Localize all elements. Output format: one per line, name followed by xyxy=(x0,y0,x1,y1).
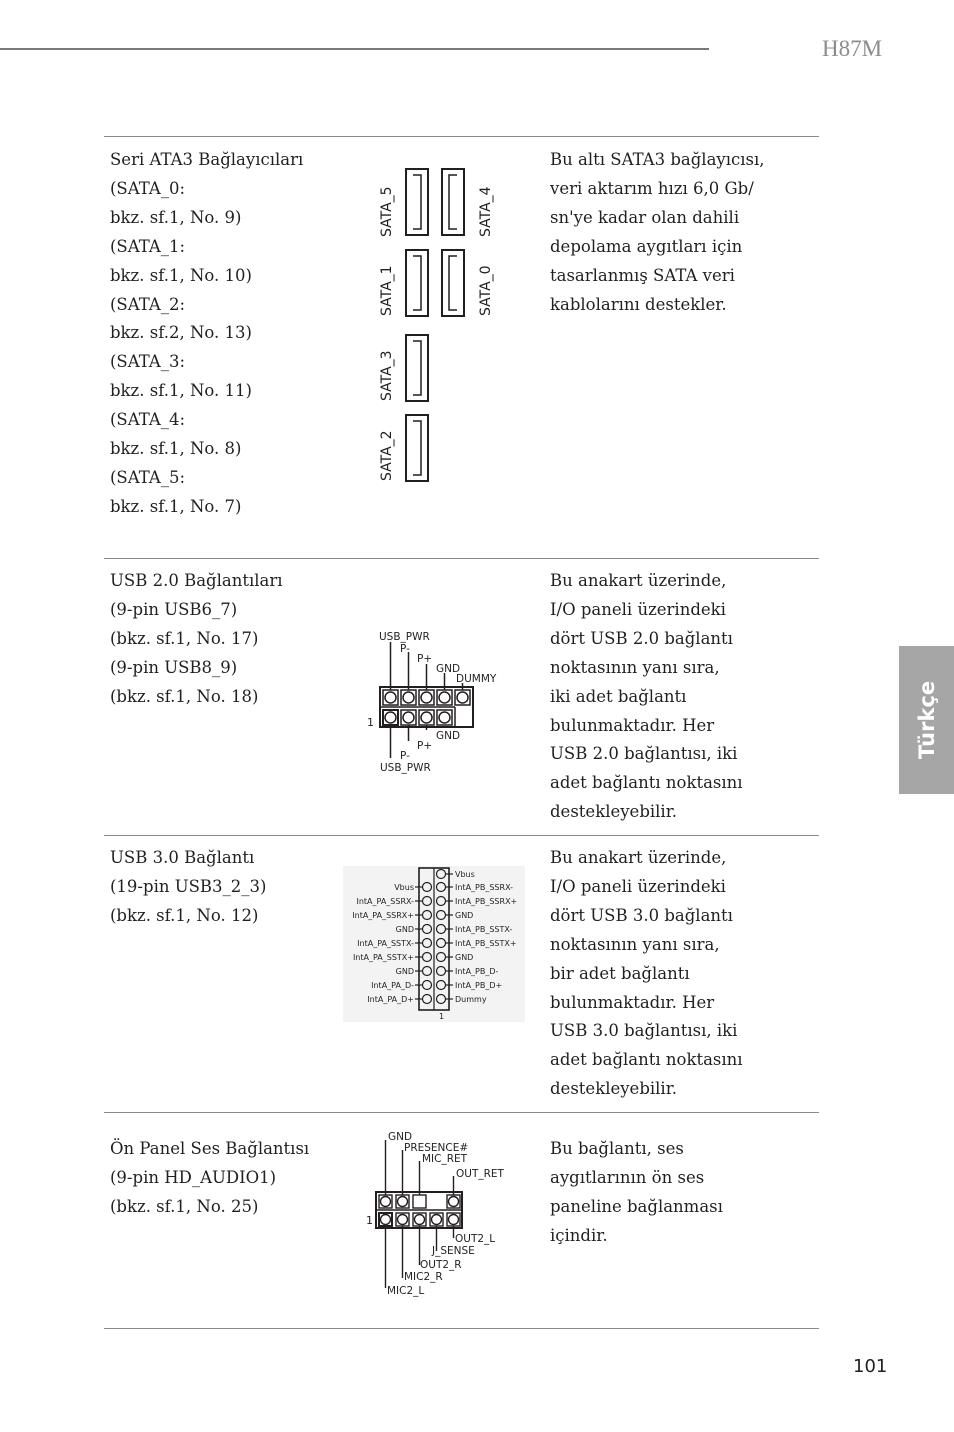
text-line: dört USB 2.0 bağlantı xyxy=(550,628,733,648)
pin-label-right: Vbus xyxy=(455,870,475,879)
text-line: bkz. sf.1, No. 7) xyxy=(110,496,242,516)
text-line: (bkz. sf.1, No. 18) xyxy=(110,686,259,706)
pin-label-left: Vbus xyxy=(394,883,414,892)
sata3-label: SATA_3 xyxy=(379,350,395,401)
text-line: USB 3.0 Bağlantı xyxy=(110,848,255,867)
hd-audio-header-diagram xyxy=(364,1128,509,1298)
sata1-connector xyxy=(406,250,428,316)
text-line: adet bağlantı noktasını xyxy=(550,773,743,793)
text-line: paneline bağlanması xyxy=(550,1196,723,1216)
language-tab-label: Türkçe xyxy=(914,680,939,760)
sata1-label: SATA_1 xyxy=(379,265,395,316)
row-divider xyxy=(104,558,819,559)
text-line: USB 3.0 bağlantısı, iki xyxy=(550,1021,738,1041)
row-divider xyxy=(104,1112,819,1113)
text-line: (bkz. sf.1, No. 25) xyxy=(110,1196,259,1216)
out-ret-label: OUT_RET xyxy=(456,1168,504,1180)
text-line: noktasının yanı sıra, xyxy=(550,657,720,677)
text-line: (SATA_1: xyxy=(110,236,186,256)
usb2-description-left xyxy=(110,567,283,712)
text-line: (SATA_2: xyxy=(110,294,186,314)
text-line: aygıtlarının ön ses xyxy=(550,1167,705,1187)
text-line: bir adet bağlantı xyxy=(550,963,690,983)
text-line: sn'ye kadar olan dahili xyxy=(550,207,740,227)
text-line: bkz. sf.1, No. 10) xyxy=(110,265,252,285)
text-line: I/O paneli üzerindeki xyxy=(550,599,726,619)
text-line: adet bağlantı noktasını xyxy=(550,1050,743,1070)
gnd-bottom-label: GND xyxy=(436,730,461,742)
text-line: bulunmaktadır. Her xyxy=(550,992,715,1012)
text-line: (9-pin USB8_9) xyxy=(110,657,238,677)
sata2-connector xyxy=(406,415,428,481)
pin1-label: 1 xyxy=(366,1214,373,1227)
text-line: (9-pin HD_AUDIO1) xyxy=(110,1167,277,1187)
row-divider xyxy=(104,136,819,137)
out2-r-label: OUT2_R xyxy=(420,1259,462,1271)
pin-label-right: GND xyxy=(455,953,474,962)
text-line: dört USB 3.0 bağlantı xyxy=(550,905,733,925)
pin-label-left: IntA_PA_SSRX+ xyxy=(352,911,414,920)
text-line: (SATA_4: xyxy=(110,410,186,430)
text-line: (bkz. sf.1, No. 17) xyxy=(110,628,259,648)
p-plus-top-label: P+ xyxy=(417,653,433,665)
pin-label-right: GND xyxy=(455,911,474,920)
usb3-header-diagram xyxy=(343,866,525,1022)
usb-pwr-top-label: USB_PWR xyxy=(379,631,430,643)
text-line: Bu anakart üzerinde, xyxy=(550,848,727,867)
mic-ret-label: MIC_RET xyxy=(422,1153,468,1165)
text-line: (SATA_3: xyxy=(110,352,186,372)
row-divider xyxy=(104,835,819,836)
text-line: (bkz. sf.1, No. 12) xyxy=(110,905,259,925)
usb3-description-right xyxy=(550,844,743,1104)
text-line: (9-pin USB6_7) xyxy=(110,599,238,619)
pin-label-right: IntA_PB_SSTX- xyxy=(455,925,513,934)
sata-description-left xyxy=(110,146,303,522)
text-line: destekleyebilir. xyxy=(550,802,678,822)
sata-description-right xyxy=(550,146,765,319)
pin-label-left: IntA_PA_SSTX+ xyxy=(352,953,414,962)
pin-label-right: Dummy xyxy=(455,995,487,1004)
presence-label: PRESENCE# xyxy=(404,1142,469,1154)
sata5-connector xyxy=(406,169,428,235)
pin-label-left: IntA_PA_D- xyxy=(371,981,414,990)
pin-label-left: GND xyxy=(395,925,414,934)
pin-label-right: IntA_PB_SSRX- xyxy=(455,883,514,892)
usb2-header-diagram xyxy=(364,628,509,776)
out2-l-label: OUT2_L xyxy=(455,1233,496,1245)
pin-label-right: IntA_PB_D- xyxy=(455,967,499,976)
pin-label-left: GND xyxy=(395,967,414,976)
p-plus-bottom-label: P+ xyxy=(417,740,433,752)
mic2-l-label: MIC2_L xyxy=(387,1285,425,1297)
text-line: içindir. xyxy=(550,1225,608,1245)
pin1-label: 1 xyxy=(367,716,374,729)
usb-pwr-bottom-label: USB_PWR xyxy=(380,762,431,774)
text-line: I/O paneli üzerindeki xyxy=(550,876,726,896)
p-minus-top-label: P- xyxy=(400,643,410,655)
text-line: bkz. sf.1, No. 8) xyxy=(110,439,242,459)
language-tab xyxy=(899,646,954,794)
text-line: (SATA_0: xyxy=(110,178,186,198)
audio-gnd-label: GND xyxy=(388,1131,413,1143)
text-line: (19-pin USB3_2_3) xyxy=(110,876,267,896)
text-line: tasarlanmış SATA veri xyxy=(550,265,735,285)
text-line: (SATA_5: xyxy=(110,467,186,487)
text-line: iki adet bağlantı xyxy=(550,686,687,706)
text-line: Ön Panel Ses Bağlantısı xyxy=(110,1139,310,1158)
gnd-top-label: GND xyxy=(436,663,461,675)
pin-label-right: IntA_PB_SSTX+ xyxy=(455,939,517,948)
sata4-connector xyxy=(442,169,464,235)
mic2-r-label: MIC2_R xyxy=(404,1271,443,1283)
text-line: veri aktarım hızı 6,0 Gb/ xyxy=(550,178,754,198)
text-line: kablolarını destekler. xyxy=(550,294,727,314)
text-line: depolama aygıtları için xyxy=(550,236,743,256)
usb3-description-left xyxy=(110,844,266,931)
page-number: 101 xyxy=(853,1356,888,1377)
pin-label-right: IntA_PB_D+ xyxy=(455,981,503,990)
text-line: Seri ATA3 Bağlayıcıları xyxy=(110,150,304,169)
text-line: bkz. sf.2, No. 13) xyxy=(110,323,252,343)
sata2-label: SATA_2 xyxy=(379,430,395,481)
sata5-label: SATA_5 xyxy=(379,186,395,237)
sata-connector-diagram xyxy=(368,165,508,490)
pin1-label: 1 xyxy=(439,1012,445,1021)
dummy-label: DUMMY xyxy=(456,673,497,685)
text-line: Bu bağlantı, ses xyxy=(550,1139,684,1158)
pin-label-left: IntA_PA_SSTX- xyxy=(357,939,414,948)
text-line: USB 2.0 Bağlantıları xyxy=(110,571,283,590)
text-line: noktasının yanı sıra, xyxy=(550,934,720,954)
text-line: Bu altı SATA3 bağlayıcısı, xyxy=(550,150,765,169)
pin-label-right: IntA_PB_SSRX+ xyxy=(455,897,518,906)
usb2-description-right xyxy=(550,567,743,827)
audio-description-right xyxy=(550,1135,723,1251)
sata4-label: SATA_4 xyxy=(478,186,494,237)
text-line: bkz. sf.1, No. 11) xyxy=(110,381,252,401)
audio-description-left xyxy=(110,1135,309,1222)
text-line: USB 2.0 bağlantısı, iki xyxy=(550,744,738,764)
sata3-connector xyxy=(406,335,428,401)
text-line: Bu anakart üzerinde, xyxy=(550,571,727,590)
sata0-connector xyxy=(442,250,464,316)
text-line: bulunmaktadır. Her xyxy=(550,715,715,735)
p-minus-bottom-label: P- xyxy=(400,750,410,762)
sata0-label: SATA_0 xyxy=(478,265,494,316)
pin-label-left: IntA_PA_SSRX- xyxy=(356,897,414,906)
j-sense-label: J_SENSE xyxy=(432,1245,475,1257)
model-name: H87M xyxy=(822,36,883,61)
text-line: bkz. sf.1, No. 9) xyxy=(110,207,242,227)
pin-label-left: IntA_PA_D+ xyxy=(367,995,414,1004)
text-line: destekleyebilir. xyxy=(550,1079,678,1099)
header-rule xyxy=(0,48,709,50)
row-divider xyxy=(104,1328,819,1329)
